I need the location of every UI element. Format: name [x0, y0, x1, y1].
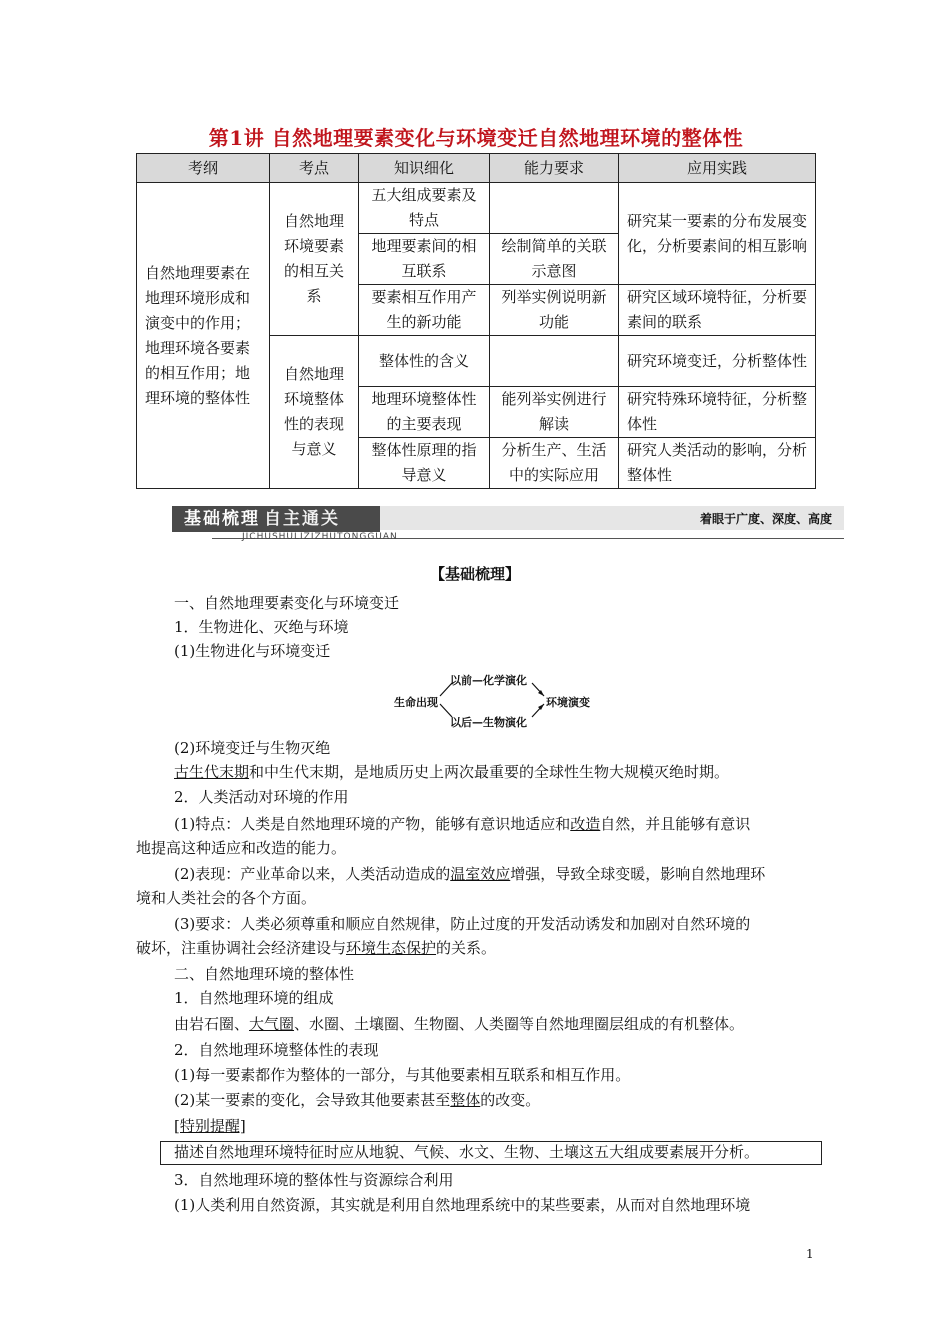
table-row	[137, 183, 816, 234]
underlined-term: 环境生态保护	[346, 939, 437, 957]
underlined-term: 整体	[450, 1091, 481, 1109]
diagram-before: 以前—化学演化	[450, 674, 527, 687]
text-run: (1)特点：人类是自然地理环境的产物，能够有意识地适应和	[174, 815, 571, 833]
diagram-env-change: 环境演变	[546, 696, 590, 709]
lesson-title: 第1讲 自然地理要素变化与环境变迁自然地理环境的整体性	[208, 126, 744, 150]
paragraph-manifest	[174, 862, 765, 886]
knowledge-cell: 地理要素间的相互联系	[359, 234, 490, 285]
text-run: (2)某一要素的变化，会导致其他要素甚至	[174, 1091, 451, 1109]
evolution-diagram	[394, 670, 594, 728]
banner-label-left: 基础梳理	[184, 509, 260, 529]
paragraph-extinction	[174, 760, 729, 784]
text-run: 由岩石圈、	[174, 1015, 250, 1033]
subheading-1: 1．生物进化、灭绝与环境	[174, 618, 349, 636]
paragraph-feature	[174, 812, 750, 836]
kaodian-cell-1: 自然地理环境要素的相互关系	[270, 183, 359, 336]
paragraph-manifest-cont: 境和人类社会的各个方面。	[136, 889, 317, 907]
header-kaodian: 考点	[270, 154, 359, 183]
paragraph-composition	[174, 1012, 744, 1036]
practice-cell: 研究特殊环境特征，分析整体性	[619, 387, 816, 438]
table-header-row	[137, 154, 816, 183]
header-kaogang: 考纲	[137, 154, 270, 183]
paragraph-requirement-cont	[136, 936, 496, 960]
banner-label-right: 自主通关	[264, 509, 340, 529]
ability-cell	[490, 336, 619, 387]
underlined-term: 改造	[570, 815, 601, 833]
tip-label: [特别提醒]	[174, 1117, 246, 1135]
practice-cell: 研究人类活动的影响，分析整体性	[619, 438, 816, 489]
subheading-5: 3．自然地理环境的整体性与资源综合利用	[174, 1171, 454, 1189]
knowledge-cell: 要素相互作用产生的新功能	[359, 285, 490, 336]
banner-label	[172, 506, 380, 532]
subheading-1b: (2)环境变迁与生物灭绝	[174, 739, 331, 757]
subheading-2: 2．人类活动对环境的作用	[174, 788, 349, 806]
text-run: 、水圈、土壤圈、生物圈、人类圈等自然地理圈层组成的有机整体。	[294, 1015, 745, 1033]
text-run: 的关系。	[436, 939, 497, 957]
underlined-term: 温室效应	[450, 865, 511, 883]
text-run: 和中生代末期，是地质历史上两次最重要的全球性生物大规模灭绝时期。	[249, 763, 730, 781]
ability-cell: 列举实例说明新功能	[490, 285, 619, 336]
knowledge-cell: 整体性的含义	[359, 336, 490, 387]
diagram-after: 以后—生物演化	[450, 716, 527, 729]
paragraph-resources: (1)人类利用自然资源，其实就是利用自然地理系统中的某些要素，从而对自然地理环境	[174, 1196, 751, 1214]
banner-pinyin: JICHUSHULIZIZHUTONGGUAN	[242, 532, 398, 542]
ability-cell: 能列举实例进行解读	[490, 387, 619, 438]
paragraph-requirement: (3)要求：人类必须尊重和顺应自然规律，防止过度的开发活动诱发和加剧对自然环境的	[174, 915, 751, 933]
underlined-term: 大气圈	[249, 1015, 295, 1033]
tip-text: 描述自然地理环境特征时应从地貌、气候、水文、生物、土壤这五大组成要素展开分析。	[174, 1143, 760, 1161]
practice-cell: 研究环境变迁，分析整体性	[619, 336, 816, 387]
practice-cell: 研究区域环境特征，分析要素间的联系	[619, 285, 816, 336]
knowledge-cell: 地理环境整体性的主要表现	[359, 387, 490, 438]
text-run: 破坏，注重协调社会经济建设与	[136, 939, 347, 957]
section-banner	[172, 506, 844, 544]
text-run: 的改变。	[480, 1091, 541, 1109]
subheading-3: 1．自然地理环境的组成	[174, 989, 334, 1007]
ability-cell: 绘制简单的关联示意图	[490, 234, 619, 285]
diagram-life-origin: 生命出现	[394, 696, 438, 709]
knowledge-cell: 整体性原理的指导意义	[359, 438, 490, 489]
subheading-1a: (1)生物进化与环境变迁	[174, 642, 331, 660]
syllabus-table	[136, 153, 816, 489]
subheading-4: 2．自然地理环境整体性的表现	[174, 1041, 379, 1059]
ability-cell	[490, 183, 619, 234]
kaodian-cell-2: 自然地理环境整体性的表现与意义	[270, 336, 359, 489]
page-number: 1	[806, 1247, 814, 1261]
paragraph-holism-2	[174, 1088, 540, 1112]
header-knowledge: 知识细化	[359, 154, 490, 183]
text-run: (2)表现：产业革命以来，人类活动造成的	[174, 865, 451, 883]
paragraph-holism-1: (1)每一要素都作为整体的一部分，与其他要素相互联系和相互作用。	[174, 1066, 631, 1084]
knowledge-cell: 五大组成要素及特点	[359, 183, 490, 234]
heading-1: 一、自然地理要素变化与环境变迁	[174, 594, 400, 612]
header-practice: 应用实践	[619, 154, 816, 183]
kaogang-cell: 自然地理要素在地理环境形成和演变中的作用；地理环境各要素的相互作用；地理环境的整体性	[137, 183, 270, 489]
text-run: 自然，并且能够有意识	[600, 815, 751, 833]
ability-cell: 分析生产、生活中的实际应用	[490, 438, 619, 489]
underlined-term: 古生代末期	[174, 763, 250, 781]
paragraph-feature-cont: 地提高这种适应和改造的能力。	[136, 839, 347, 857]
section-heading: 【基础梳理】	[429, 565, 520, 583]
banner-tagline: 着眼于广度、深度、高度	[699, 512, 832, 526]
text-run: 增强，导致全球变暖，影响自然地理环	[510, 865, 766, 883]
header-ability: 能力要求	[490, 154, 619, 183]
heading-2: 二、自然地理环境的整体性	[174, 965, 355, 983]
practice-cell: 研究某一要素的分布发展变化，分析要素间的相互影响	[619, 183, 816, 285]
